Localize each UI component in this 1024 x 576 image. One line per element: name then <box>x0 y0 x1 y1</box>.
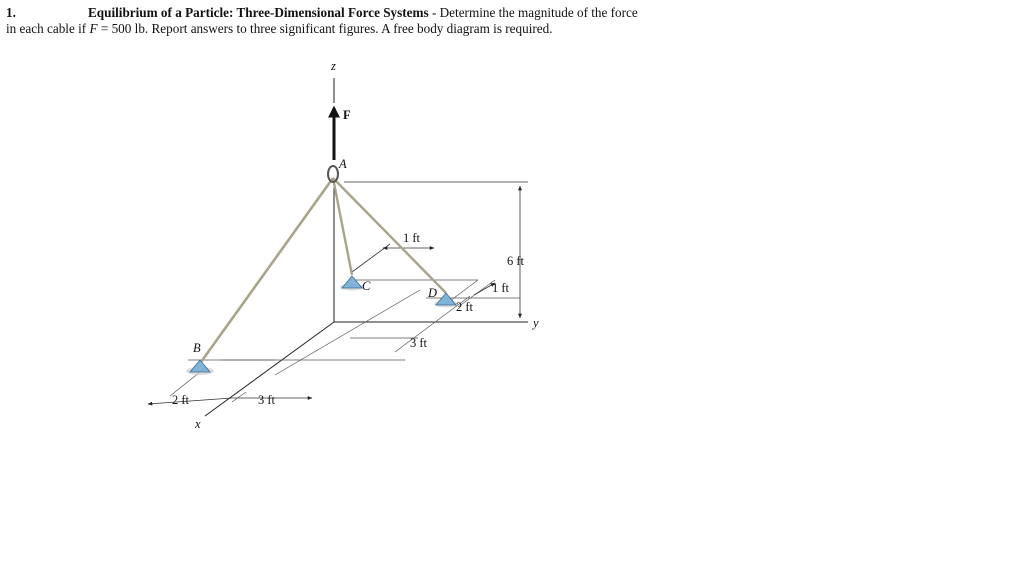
support-d <box>434 293 458 308</box>
axis-x-label: x <box>195 417 201 431</box>
title-separator: - <box>428 5 440 20</box>
dim-3ft-mid-label: 3 ft <box>410 336 428 350</box>
axis-z-label: z <box>331 59 336 73</box>
force-label: F <box>343 108 351 122</box>
problem-text-a: Determine the magnitude of the force in each cable if <box>6 5 638 36</box>
point-b-label: B <box>193 341 201 355</box>
force-variable: F <box>89 21 98 36</box>
problem-number: 1. <box>6 5 16 20</box>
cable-ab <box>201 178 333 362</box>
support-c <box>340 276 364 291</box>
dim-bottom-ext-x <box>232 392 246 402</box>
dim-1ft-top-diag <box>352 244 390 272</box>
dim-3ft-bottom-label: 3 ft <box>258 393 276 407</box>
dim-2ft-bottom-label: 2 ft <box>172 393 190 407</box>
cable-ad <box>333 178 446 293</box>
point-c-label: C <box>362 279 371 293</box>
problem-title: Equilibrium of a Particle: Three-Dimensional Force Systems <box>88 5 429 20</box>
ground-diag-b <box>275 290 420 375</box>
dim-2ft-right-label: 2 ft <box>456 300 474 314</box>
axis-y-label: y <box>533 316 539 330</box>
dim-1ft-top-label: 1 ft <box>403 231 421 245</box>
point-d-label: D <box>428 286 438 300</box>
dim-2ft-bottom-line <box>148 398 232 404</box>
dim-1ft-right-label: 1 ft <box>492 281 510 295</box>
problem-text-b: = 500 lb. Report answers to three significant figures. A free body diagram is required. <box>97 21 553 36</box>
support-b <box>186 360 214 375</box>
cable-ac <box>333 178 352 275</box>
point-a-label: A <box>339 157 347 171</box>
dim-6ft-label: 6 ft <box>507 254 525 268</box>
